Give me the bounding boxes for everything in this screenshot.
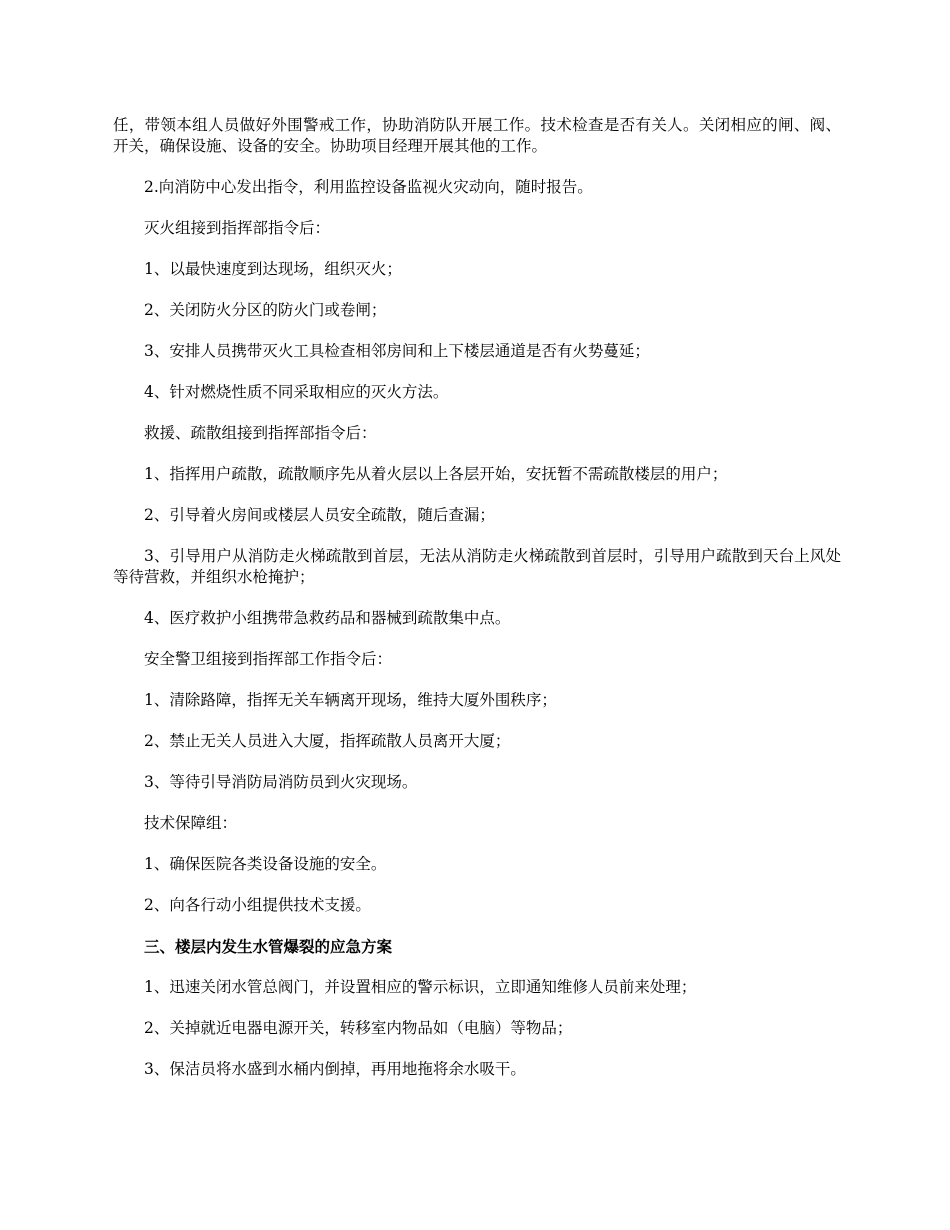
section-heading: 三、楼层内发生水管爆裂的应急方案: [144, 937, 393, 956]
paragraph-item: 1、指挥用户疏散，疏散顺序先从着火层以上各层开始，安抚暂不需疏散楼层的用户；: [144, 465, 728, 483]
paragraph-item: 2.向消防中心发出指令，利用监控设备监视火灾动向，随时报告。: [144, 178, 593, 196]
paragraph-subheading: 安全警卫组接到指挥部工作指令后：: [144, 650, 393, 668]
paragraph-item: 2、关掉就近电器电源开关，转移室内物品如（电脑）等物品；: [144, 1019, 573, 1037]
paragraph-item: 1、确保医院各类设备设施的安全。: [144, 855, 387, 873]
paragraph-item: 4、针对燃烧性质不同采取相应的灭火方法。: [144, 383, 449, 401]
paragraph-item: 3、引导用户从消防走火梯疏散到首层，无法从消防走火梯疏散到首层时，引导用户疏散到天台上风处等待营救，并组织水枪掩护；: [113, 547, 841, 586]
paragraph-item: 2、向各行动小组提供技术支援。: [144, 896, 371, 914]
paragraph-item: 1、清除路障，指挥无关车辆离开现场，维持大厦外围秩序；: [144, 691, 557, 709]
paragraph-item: 2、关闭防火分区的防火门或卷闸；: [144, 301, 387, 319]
paragraph-item: 3、安排人员携带灭火工具检查相邻房间和上下楼层通道是否有火势蔓延；: [144, 342, 650, 360]
paragraph-subheading: 技术保障组：: [144, 814, 238, 832]
paragraph-item: 2、引导着火房间或楼层人员安全疏散，随后查漏；: [144, 506, 495, 524]
paragraph-item: 2、禁止无关人员进入大厦，指挥疏散人员离开大厦；: [144, 732, 511, 750]
paragraph-item: 1、迅速关闭水管总阀门，并设置相应的警示标识，立即通知维修人员前来处理；: [144, 978, 697, 996]
paragraph-subheading: 灭火组接到指挥部指令后：: [144, 219, 331, 237]
paragraph-item: 3、保洁员将水盛到水桶内倒掉，再用地拖将余水吸干。: [144, 1060, 526, 1078]
paragraph-subheading: 救援、疏散组接到指挥部指令后：: [144, 424, 377, 442]
paragraph-item: 1、以最快速度到达现场，组织灭火；: [144, 260, 402, 278]
paragraph-item: 3、等待引导消防局消防员到火灾现场。: [144, 773, 418, 791]
paragraph-item: 4、医疗救护小组携带急救药品和器械到疏散集中点。: [144, 609, 511, 627]
document-body: [113, 115, 841, 1100]
paragraph-continuation: 任，带领本组人员做好外围警戒工作，协助消防队开展工作。技术检查是否有关人。关闭相应的闸、阀、开关，确保设施、设备的安全。协助项目经理开展其他的工作。: [113, 116, 841, 155]
